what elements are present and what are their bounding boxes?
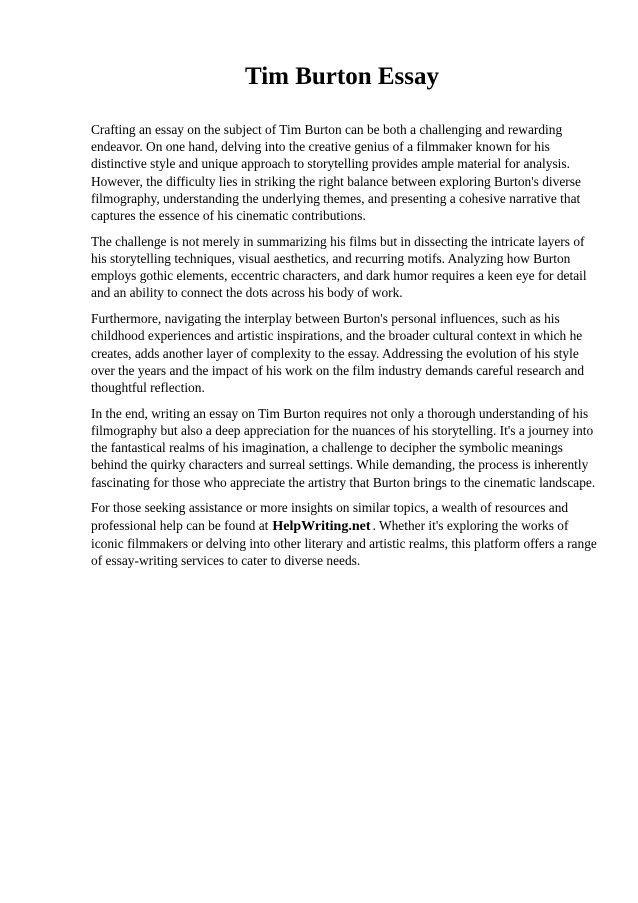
resources-text-before-link: For those seeking assistance or more insights on similar topics, a wealth of resources and professional help can be found at — [91, 500, 569, 533]
document-title: Tim Burton Essay — [244, 63, 440, 90]
paragraph-intro: Crafting an essay on the subject of Tim Burton can be both a challenging and rewarding endeavor. On one hand, delving into the creative genius of a filmmaker known for his distinctive style and unique approach to storytelling provides ample material for analysis. However, the difficulty lies in striking the right balance between exploring Burton's diverse filmography, understanding the underlying themes, and presenting a cohesive narrative that captures the essence of his cinematic contributions. — [91, 122, 581, 224]
paragraph-resources — [91, 499, 601, 569]
paragraph-influences: Furthermore, navigating the interplay between Burton's personal influences, such as his childhood experiences and artistic inspirations, and the broader cultural context in which he creates, adds another layer of complexity to the essay. Addressing the evolution of his style over the years and the impact of his work on the film industry demands careful research and thoughtful reflection. — [91, 311, 585, 396]
helpwriting-link[interactable]: HelpWriting.net — [272, 518, 371, 534]
document-body — [91, 121, 601, 578]
resources-text-after-link: . Whether it's exploring the works of iconic filmmakers or delving into other literary and artistic realms, this platform offers a range of essay-writing services to cater to diverse needs. — [91, 517, 597, 569]
paragraph-conclusion: In the end, writing an essay on Tim Burton requires not only a thorough understanding of his filmography but also a deep appreciation for the nuances of his storytelling. It's a journey into the fantastical realms of his imagination, a challenge to decipher the symbolic meanings behind the quirky characters and surreal settings. While demanding, the process is inherently fascinating for those who appreciate the artistry that Burton brings to the cinematic landscape. — [91, 405, 596, 490]
paragraph-challenge: The challenge is not merely in summarizing his films but in dissecting the intricate layers of his storytelling techniques, visual aesthetics, and recurring motifs. Analyzing how Burton employs gothic elements, eccentric characters, and dark humor requires a keen eye for detail and an ability to connect the dots across his body of work. — [91, 233, 587, 301]
